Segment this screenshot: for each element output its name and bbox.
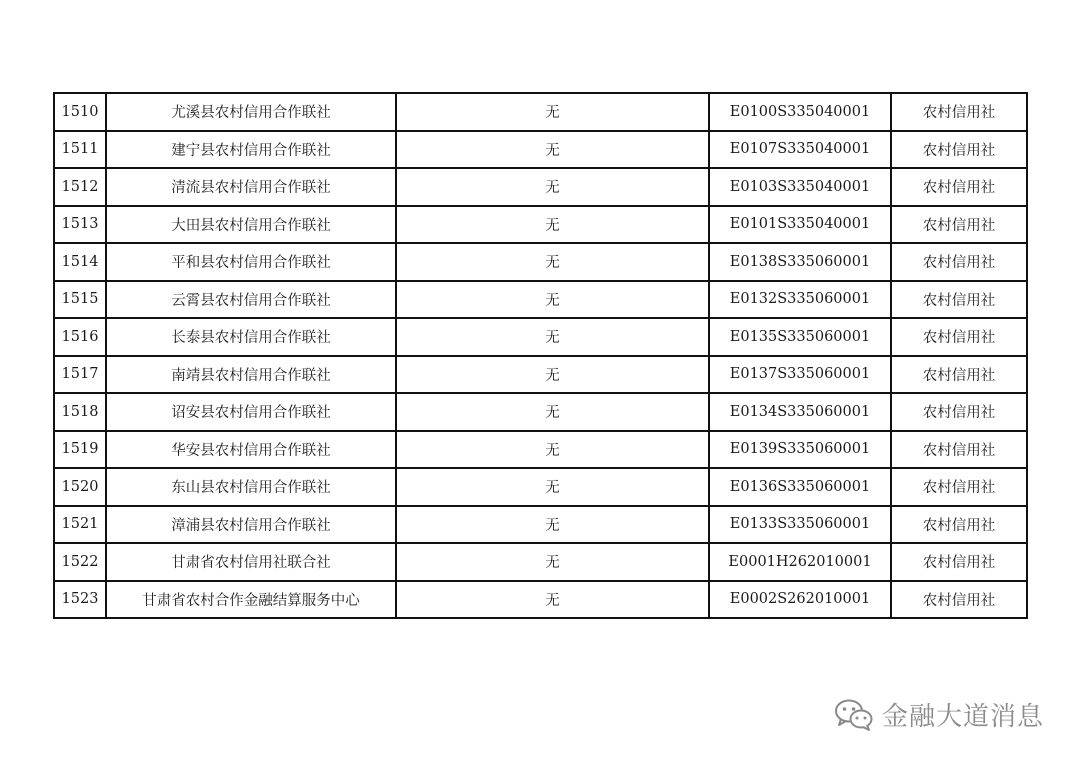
institution-type: 农村信用社 (891, 431, 1027, 469)
institution-name: 甘肃省农村合作金融结算服务中心 (106, 581, 396, 619)
institution-name: 云霄县农村信用合作联社 (106, 281, 396, 319)
institution-code: E0134S335060001 (709, 393, 891, 431)
other-name: 无 (396, 543, 709, 581)
table-row (54, 431, 1027, 469)
table-row (54, 243, 1027, 281)
row-number: 1521 (54, 506, 106, 544)
institution-code: E0136S335060001 (709, 468, 891, 506)
row-number: 1520 (54, 468, 106, 506)
institution-name: 甘肃省农村信用社联合社 (106, 543, 396, 581)
table-row (54, 468, 1027, 506)
table-row (54, 206, 1027, 244)
institution-type: 农村信用社 (891, 206, 1027, 244)
row-number: 1511 (54, 131, 106, 169)
table-row (54, 93, 1027, 131)
institution-type: 农村信用社 (891, 581, 1027, 619)
table-row (54, 356, 1027, 394)
institution-code: E0137S335060001 (709, 356, 891, 394)
institution-type: 农村信用社 (891, 468, 1027, 506)
other-name: 无 (396, 131, 709, 169)
row-number: 1515 (54, 281, 106, 319)
institution-name: 华安县农村信用合作联社 (106, 431, 396, 469)
institution-name: 东山县农村信用合作联社 (106, 468, 396, 506)
institution-type: 农村信用社 (891, 243, 1027, 281)
institution-code: E0107S335040001 (709, 131, 891, 169)
table-row (54, 281, 1027, 319)
other-name: 无 (396, 393, 709, 431)
institution-code: E0132S335060001 (709, 281, 891, 319)
institution-type: 农村信用社 (891, 93, 1027, 131)
institution-code: E0139S335060001 (709, 431, 891, 469)
institution-type: 农村信用社 (891, 281, 1027, 319)
other-name: 无 (396, 206, 709, 244)
row-number: 1514 (54, 243, 106, 281)
other-name: 无 (396, 243, 709, 281)
institution-name: 漳浦县农村信用合作联社 (106, 506, 396, 544)
other-name: 无 (396, 581, 709, 619)
other-name: 无 (396, 318, 709, 356)
watermark-text: 金融大道消息 (881, 702, 1044, 732)
watermark (834, 696, 1044, 733)
institution-type: 农村信用社 (891, 506, 1027, 544)
institution-name: 诏安县农村信用合作联社 (106, 393, 396, 431)
table-row (54, 131, 1027, 169)
institution-name: 建宁县农村信用合作联社 (106, 131, 396, 169)
institution-type: 农村信用社 (891, 168, 1027, 206)
institution-name: 南靖县农村信用合作联社 (106, 356, 396, 394)
institution-code: E0002S262010001 (709, 581, 891, 619)
table-row (54, 318, 1027, 356)
institution-code: E0135S335060001 (709, 318, 891, 356)
institution-name: 平和县农村信用合作联社 (106, 243, 396, 281)
institution-code: E0100S335040001 (709, 93, 891, 131)
row-number: 1522 (54, 543, 106, 581)
other-name: 无 (396, 93, 709, 131)
institution-name: 清流县农村信用合作联社 (106, 168, 396, 206)
other-name: 无 (396, 431, 709, 469)
other-name: 无 (396, 356, 709, 394)
institution-code: E0138S335060001 (709, 243, 891, 281)
institution-type: 农村信用社 (891, 393, 1027, 431)
row-number: 1519 (54, 431, 106, 469)
institution-name: 长泰县农村信用合作联社 (106, 318, 396, 356)
row-number: 1512 (54, 168, 106, 206)
institution-code: E0103S335040001 (709, 168, 891, 206)
other-name: 无 (396, 468, 709, 506)
institution-type: 农村信用社 (891, 131, 1027, 169)
institution-code: E0101S335040001 (709, 206, 891, 244)
table-row (54, 543, 1027, 581)
row-number: 1517 (54, 356, 106, 394)
table-row (54, 506, 1027, 544)
row-number: 1518 (54, 393, 106, 431)
institution-type: 农村信用社 (891, 543, 1027, 581)
table-row (54, 393, 1027, 431)
wechat-icon (834, 698, 874, 732)
other-name: 无 (396, 281, 709, 319)
institution-code: E0001H262010001 (709, 543, 891, 581)
institution-code: E0133S335060001 (709, 506, 891, 544)
row-number: 1510 (54, 93, 106, 131)
institution-table (53, 92, 1028, 619)
table-body (54, 93, 1027, 618)
institution-name: 大田县农村信用合作联社 (106, 206, 396, 244)
other-name: 无 (396, 168, 709, 206)
institution-name: 尤溪县农村信用合作联社 (106, 93, 396, 131)
institution-type: 农村信用社 (891, 356, 1027, 394)
row-number: 1513 (54, 206, 106, 244)
row-number: 1523 (54, 581, 106, 619)
institution-type: 农村信用社 (891, 318, 1027, 356)
other-name: 无 (396, 506, 709, 544)
row-number: 1516 (54, 318, 106, 356)
table-row (54, 168, 1027, 206)
table-row (54, 581, 1027, 619)
